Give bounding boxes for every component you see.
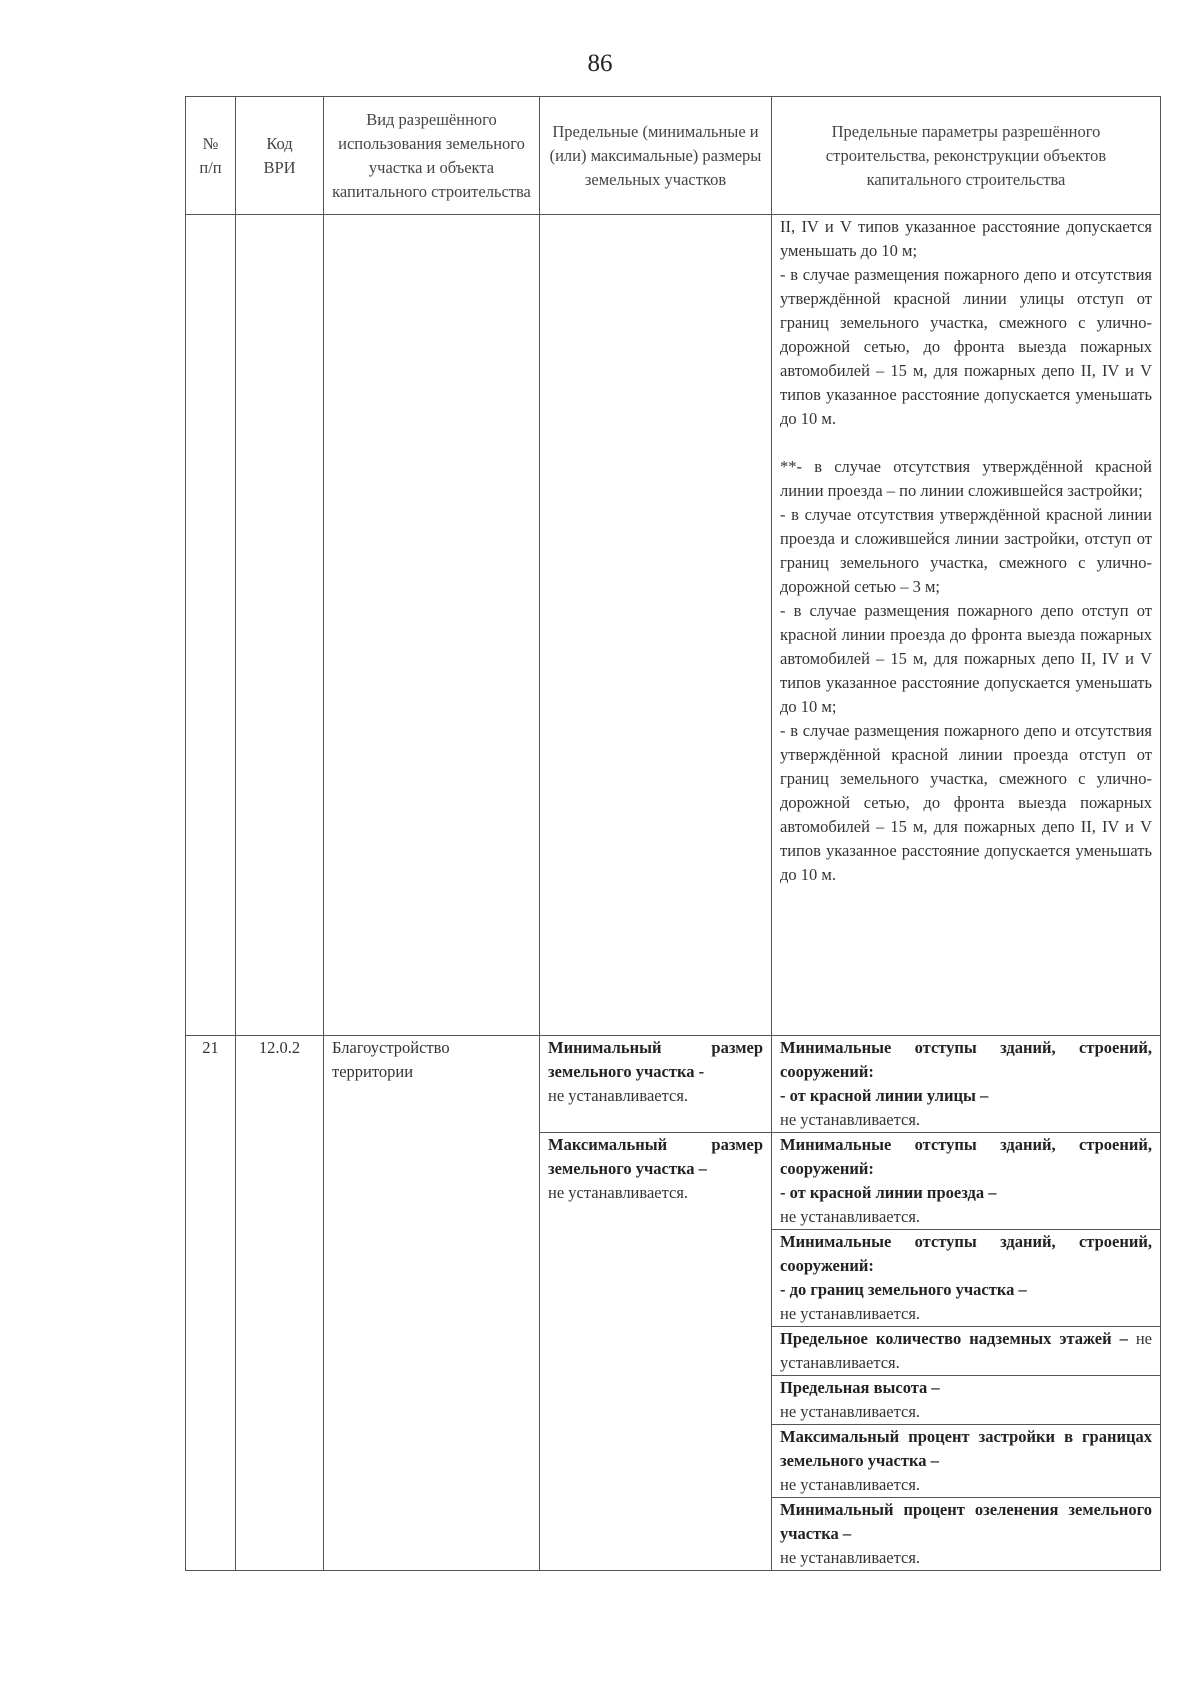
header-code: Код ВРИ	[236, 97, 324, 215]
max-size-cell	[540, 1133, 772, 1571]
param-label: Максимальный процент застройки в границах земельного участка –	[780, 1427, 1152, 1470]
param-value: не устанавливается.	[780, 1402, 921, 1421]
header-params: Предельные параметры разрешённого строительства, реконструкции объектов капитального строительства	[772, 97, 1161, 215]
paragraph: **- в случае отсутствия утверждённой красной линии проезда – по линии сложившейся застройки;	[780, 457, 1152, 500]
min-size-label: Минимальный размер земельного участка -	[548, 1038, 763, 1081]
param-value: не устанавливается.	[780, 1548, 921, 1567]
param-cell	[772, 1133, 1161, 1230]
paragraph: - в случае размещения пожарного депо и отсутствия утверждённой красной линии улицы отступ от границ земельного участка, смежного с улично-дорожной сетью, до фронта выезда пожарных автомобилей – 15 м, для пожарных депо II, IV и V типов указанное расстояние допускается уменьшать до 10 м.	[780, 265, 1152, 428]
cell-empty	[324, 215, 540, 1036]
param-cell	[772, 1327, 1161, 1376]
min-size-cell	[540, 1036, 772, 1133]
paragraph: - в случае размещения пожарного депо отступ от красной линии проезда до фронта выезда пожарных автомобилей – 15 м, для пожарных депо II, IV и V типов указанное расстояние допускается уменьшать до 10 м;	[780, 601, 1152, 716]
cell-empty	[236, 215, 324, 1036]
param-value: не устанавливается.	[780, 1475, 921, 1494]
row-code: 12.0.2	[236, 1036, 324, 1571]
param-cell	[772, 1498, 1161, 1571]
param-value: не устанавливается.	[780, 1329, 1152, 1372]
param-label: Предельное количество надземных этажей –	[780, 1329, 1128, 1348]
paragraph: - в случае отсутствия утверждённой красной линии проезда и сложившейся линии застройки, отступ от границ земельного участка, смежного с улично-дорожной сетью – 3 м;	[780, 505, 1152, 596]
table-header-row	[186, 97, 1161, 215]
header-sizes: Предельные (минимальные и (или) максимальные) размеры земельных участков	[540, 97, 772, 215]
regulations-table	[185, 96, 1161, 1571]
table-row-continuation	[186, 215, 1161, 1036]
min-size-value: не устанавливается.	[548, 1086, 689, 1105]
param-cell	[772, 1376, 1161, 1425]
param-label: Минимальные отступы зданий, строений, сооружений: - от красной линии проезда –	[780, 1135, 1152, 1202]
param-label: Минимальный процент озеленения земельного участка –	[780, 1500, 1152, 1543]
continuation-params-cell	[772, 215, 1161, 1036]
header-num: № п/п	[186, 97, 236, 215]
param-value: не устанавливается.	[780, 1207, 921, 1226]
max-size-label: Максимальный размер земельного участка –	[548, 1135, 763, 1178]
param-value: не устанавливается.	[780, 1304, 921, 1323]
cell-empty	[540, 215, 772, 1036]
table-row-21	[186, 1036, 1161, 1133]
row-num: 21	[186, 1036, 236, 1571]
param-cell	[772, 1036, 1161, 1133]
page-number: 86	[587, 50, 613, 77]
cell-empty	[186, 215, 236, 1036]
param-label: Минимальные отступы зданий, строений, сооружений: - от красной линии улицы –	[780, 1038, 1152, 1105]
param-label: Минимальные отступы зданий, строений, сооружений: - до границ земельного участка –	[780, 1232, 1152, 1299]
row-type: Благоустройство территории	[324, 1036, 540, 1571]
header-type: Вид разрешённого использования земельного участка и объекта капитального строительства	[324, 97, 540, 215]
param-cell	[772, 1425, 1161, 1498]
paragraph: - в случае размещения пожарного депо и отсутствия утверждённой красной линии проезда отступ от границ земельного участка, смежного с улично-дорожной сетью, до фронта выезда пожарных автомобилей – 15 м, для пожарных депо II, IV и V типов указанное расстояние допускается уменьшать до 10 м.	[780, 721, 1152, 884]
param-label: Предельная высота –	[780, 1378, 940, 1397]
max-size-value: не устанавливается.	[548, 1183, 689, 1202]
param-value: не устанавливается.	[780, 1110, 921, 1129]
paragraph: II, IV и V типов указанное расстояние допускается уменьшать до 10 м;	[780, 217, 1152, 260]
param-cell	[772, 1230, 1161, 1327]
